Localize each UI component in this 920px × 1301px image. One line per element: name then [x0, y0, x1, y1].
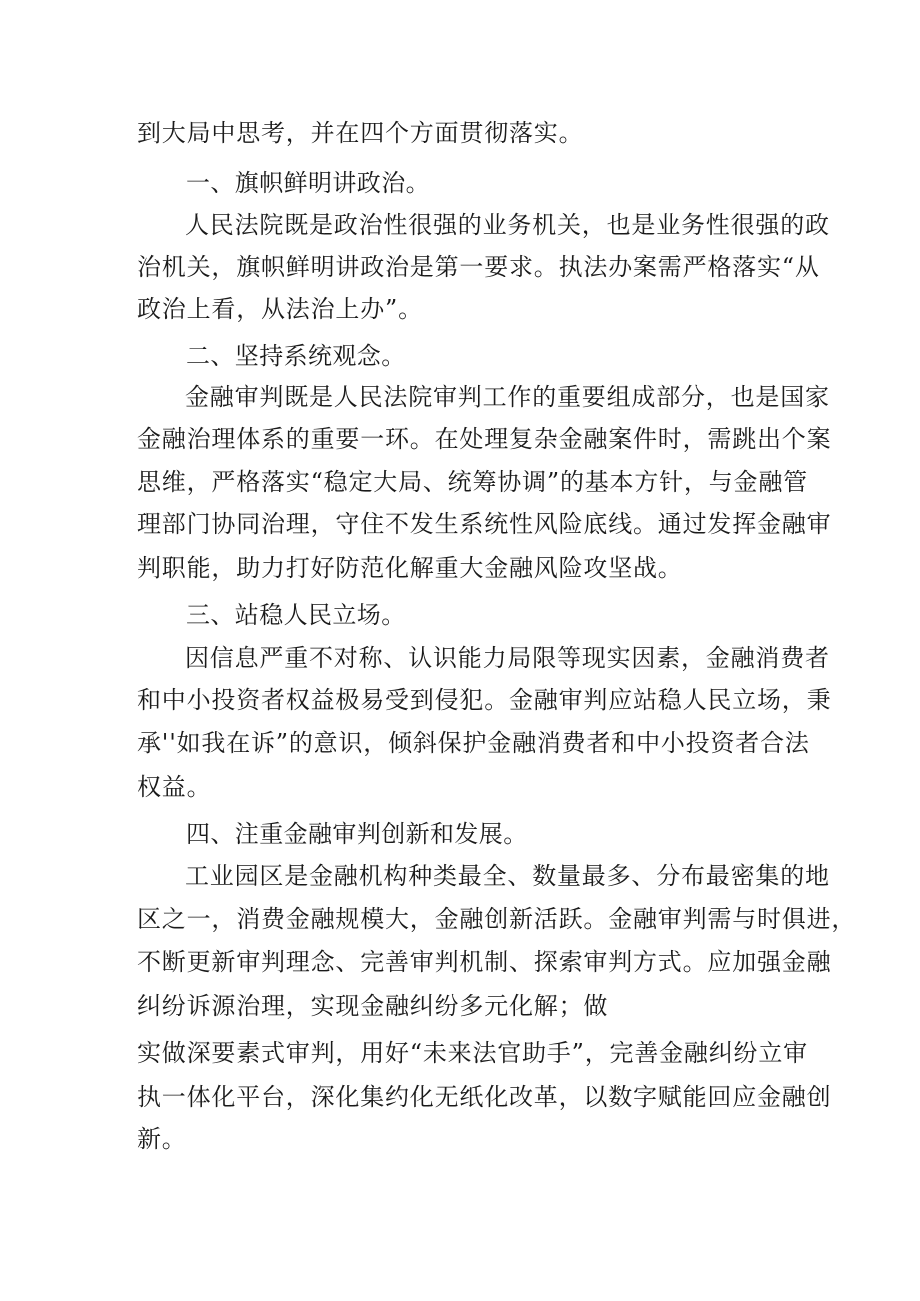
intro-line: 到大局中思考，并在四个方面贯彻落实。	[137, 119, 584, 147]
paragraph-line: 和中小投资者权益极易受到侵犯。金融审判应站稳人民立场，秉	[137, 686, 832, 714]
paragraph-line: 理部门协同治理，守住不发生系统性风险底线。通过发挥金融审	[137, 510, 832, 538]
paragraph-line: 新。	[137, 1125, 187, 1153]
paragraph-line: 权益。	[137, 773, 212, 801]
paragraph-line: 承''如我在诉”的意识，倾斜保护金融消费者和中小投资者合法	[137, 729, 810, 757]
paragraph-line: 政治上看，从法治上办”。	[137, 295, 423, 323]
paragraph-line: 执一体化平台，深化集约化无纸化改革，以数字赋能回应金融创	[137, 1083, 832, 1111]
paragraph-line: 因信息严重不对称、认识能力局限等现实因素，金融消费者	[185, 644, 830, 672]
paragraph-line: 实做深要素式审判，用好“未来法官助手”，完善金融纠纷立审	[137, 1039, 808, 1067]
paragraph-line: 不断更新审判理念、完善审判机制、探索审判方式。应加强金融	[137, 948, 832, 976]
paragraph-line: 判职能，助力打好防范化解重大金融风险攻坚战。	[137, 554, 683, 582]
section-heading-4: 四、注重金融审判创新和发展。	[186, 820, 528, 848]
section-heading-3: 三、站稳人民立场。	[186, 601, 406, 629]
paragraph-line: 工业园区是金融机构种类最全、数量最多、分布最密集的地	[185, 862, 830, 890]
section-heading-2: 二、坚持系统观念。	[186, 342, 406, 370]
section-heading-1: 一、旗帜鲜明讲政治。	[186, 169, 430, 197]
paragraph-line: 思维，严格落实“稳定大局、统筹协调”的基本方针，与金融管	[137, 468, 808, 496]
paragraph-line: 治机关，旗帜鲜明讲政治是第一要求。执法办案需严格落实“从	[137, 253, 820, 281]
paragraph-line: 人民法院既是政治性很强的业务机关，也是业务性很强的政	[185, 211, 830, 239]
paragraph-line: 纠纷诉源治理，实现金融纠纷多元化解；做	[137, 992, 609, 1020]
paragraph-line: 金融审判既是人民法院审判工作的重要组成部分，也是国家	[185, 383, 830, 411]
paragraph-line: 金融治理体系的重要一环。在处理复杂金融案件时，需跳出个案	[137, 425, 832, 453]
paragraph-line: 区之一，消费金融规模大，金融创新活跃。金融审判需与时俱进，	[137, 905, 857, 933]
